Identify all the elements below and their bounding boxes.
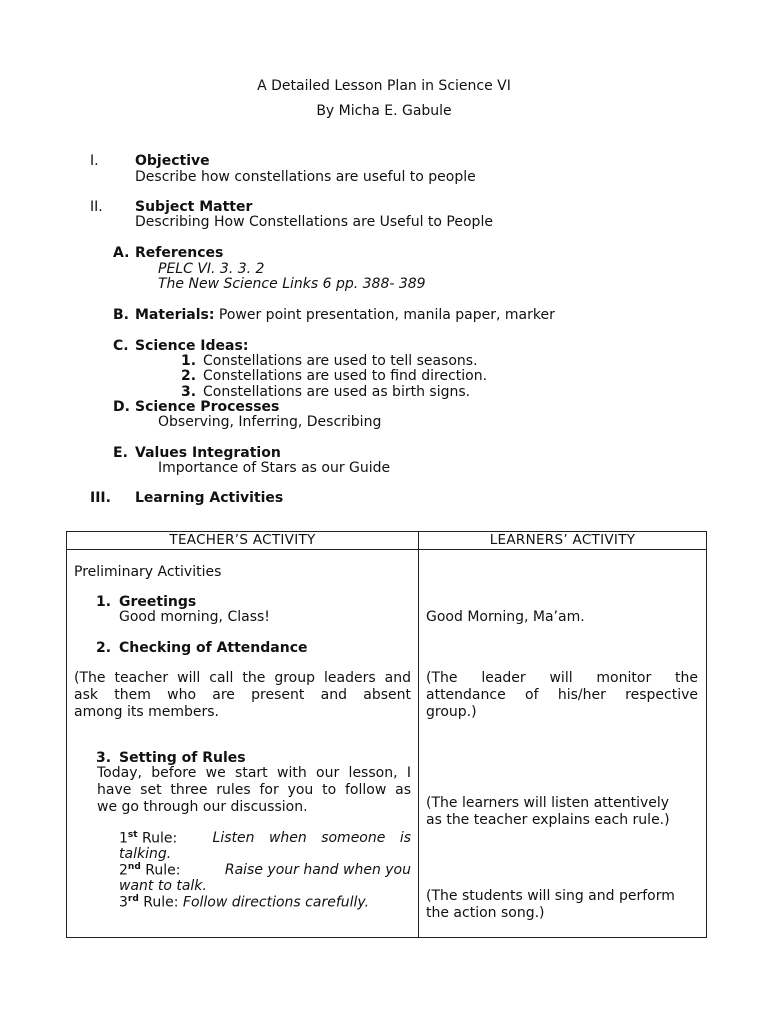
rule-ordinal-suffix: rd <box>127 894 139 904</box>
rule-text-continued: want to talk. <box>119 878 207 894</box>
rule-ordinal-suffix: nd <box>127 862 141 872</box>
rules-intro-line: Today, before we start with our lesson, I <box>97 765 411 781</box>
rule-3 <box>119 894 369 911</box>
attendance-instruction-line: (The teacher will call the group leaders and <box>74 670 411 686</box>
idea-text: Constellations are used as birth signs. <box>203 384 471 400</box>
rule-text: Raise your hand when you <box>224 862 411 878</box>
subsection-heading-references: References <box>135 245 224 261</box>
idea-number: 2. <box>181 368 197 384</box>
activity-number: 2. <box>96 640 112 656</box>
table-header-row <box>67 532 707 550</box>
subsection-letter-ideas: C. <box>113 338 129 354</box>
preliminary-label: Preliminary Activities <box>74 564 222 580</box>
rule-1 <box>119 830 411 847</box>
activity-number: 1. <box>96 594 112 610</box>
subsection-heading-ideas: Science Ideas: <box>135 338 249 354</box>
idea-number: 3. <box>181 384 197 400</box>
idea-text: Constellations are used to find direction. <box>203 368 488 384</box>
rule-ordinal-suffix: st <box>127 830 138 840</box>
materials-text: Power point presentation, manila paper, marker <box>218 307 555 323</box>
rule-ordinal: 2 <box>119 862 128 879</box>
subsection-letter-values: E. <box>113 445 128 461</box>
learners-sing-line: the action song.) <box>426 905 545 921</box>
activity-heading-rules: Setting of Rules <box>119 750 246 766</box>
subsection-heading-materials: Materials: <box>135 307 215 323</box>
rule-text-continued: talking. <box>119 846 172 862</box>
activity-heading-greetings: Greetings <box>119 594 197 610</box>
subsection-letter-materials: B. <box>113 307 129 323</box>
reference-item: PELC VI. 3. 3. 2 <box>158 261 265 277</box>
processes-text: Observing, Inferring, Describing <box>158 414 382 430</box>
subsection-letter-references: A. <box>113 245 130 261</box>
materials-line <box>135 307 555 323</box>
rule-label: Rule: <box>140 862 185 879</box>
learners-greeting-reply: Good Morning, Ma’am. <box>426 609 585 625</box>
rule-text: Listen when someone is <box>212 830 411 846</box>
subsection-heading-values: Values Integration <box>135 445 281 461</box>
activity-number: 3. <box>96 750 112 766</box>
objective-text: Describe how constellations are useful to people <box>135 169 476 185</box>
section-heading-objective: Objective <box>135 153 210 169</box>
learners-attendance-line: group.) <box>426 704 477 720</box>
activity-table <box>66 531 707 938</box>
idea-number: 1. <box>181 353 197 369</box>
document-author: By Micha E. Gabule <box>316 103 452 119</box>
section-numeral-learning: III. <box>90 490 111 506</box>
idea-text: Constellations are used to tell seasons. <box>203 353 478 369</box>
learners-attendance-line: attendance of his/her respective <box>426 687 698 703</box>
section-numeral-subject: II. <box>90 199 103 215</box>
rule-2 <box>119 862 411 879</box>
document-title: A Detailed Lesson Plan in Science VI <box>257 78 511 94</box>
learners-listen-line: (The learners will listen attentively <box>426 795 670 811</box>
section-heading-subject: Subject Matter <box>135 199 253 215</box>
table-row <box>67 550 707 938</box>
column-header-learners: LEARNERS’ ACTIVITY <box>419 532 707 550</box>
section-heading-learning: Learning Activities <box>135 490 284 506</box>
activity-heading-attendance: Checking of Attendance <box>119 640 308 656</box>
section-numeral-objective: I. <box>90 153 99 169</box>
rule-ordinal: 1 <box>119 830 128 847</box>
teacher-greeting: Good morning, Class! <box>119 609 270 625</box>
learners-cell <box>419 550 707 938</box>
rules-intro-line: we go through our discussion. <box>97 799 308 815</box>
reference-item: The New Science Links 6 pp. 388- 389 <box>158 276 426 292</box>
rule-label: Rule: <box>138 894 183 911</box>
rule-label: Rule: <box>137 830 182 847</box>
teacher-cell <box>67 550 419 938</box>
subsection-heading-processes: Science Processes <box>135 399 280 415</box>
subsection-letter-processes: D. <box>113 399 130 415</box>
rule-text: Follow directions carefully. <box>182 894 370 911</box>
values-text: Importance of Stars as our Guide <box>158 460 391 476</box>
column-header-teacher: TEACHER’S ACTIVITY <box>67 532 419 550</box>
learners-attendance-line: (The leader will monitor the <box>426 670 698 686</box>
subject-matter-text: Describing How Constellations are Useful to People <box>135 214 493 230</box>
learners-listen-line: as the teacher explains each rule.) <box>426 812 670 828</box>
attendance-instruction-line: ask them who are present and absent <box>74 687 411 703</box>
learners-sing-line: (The students will sing and perform <box>426 888 675 904</box>
rules-intro-line: have set three rules for you to follow as <box>97 782 411 798</box>
rule-ordinal: 3 <box>119 894 128 911</box>
attendance-instruction-line: among its members. <box>74 704 220 720</box>
